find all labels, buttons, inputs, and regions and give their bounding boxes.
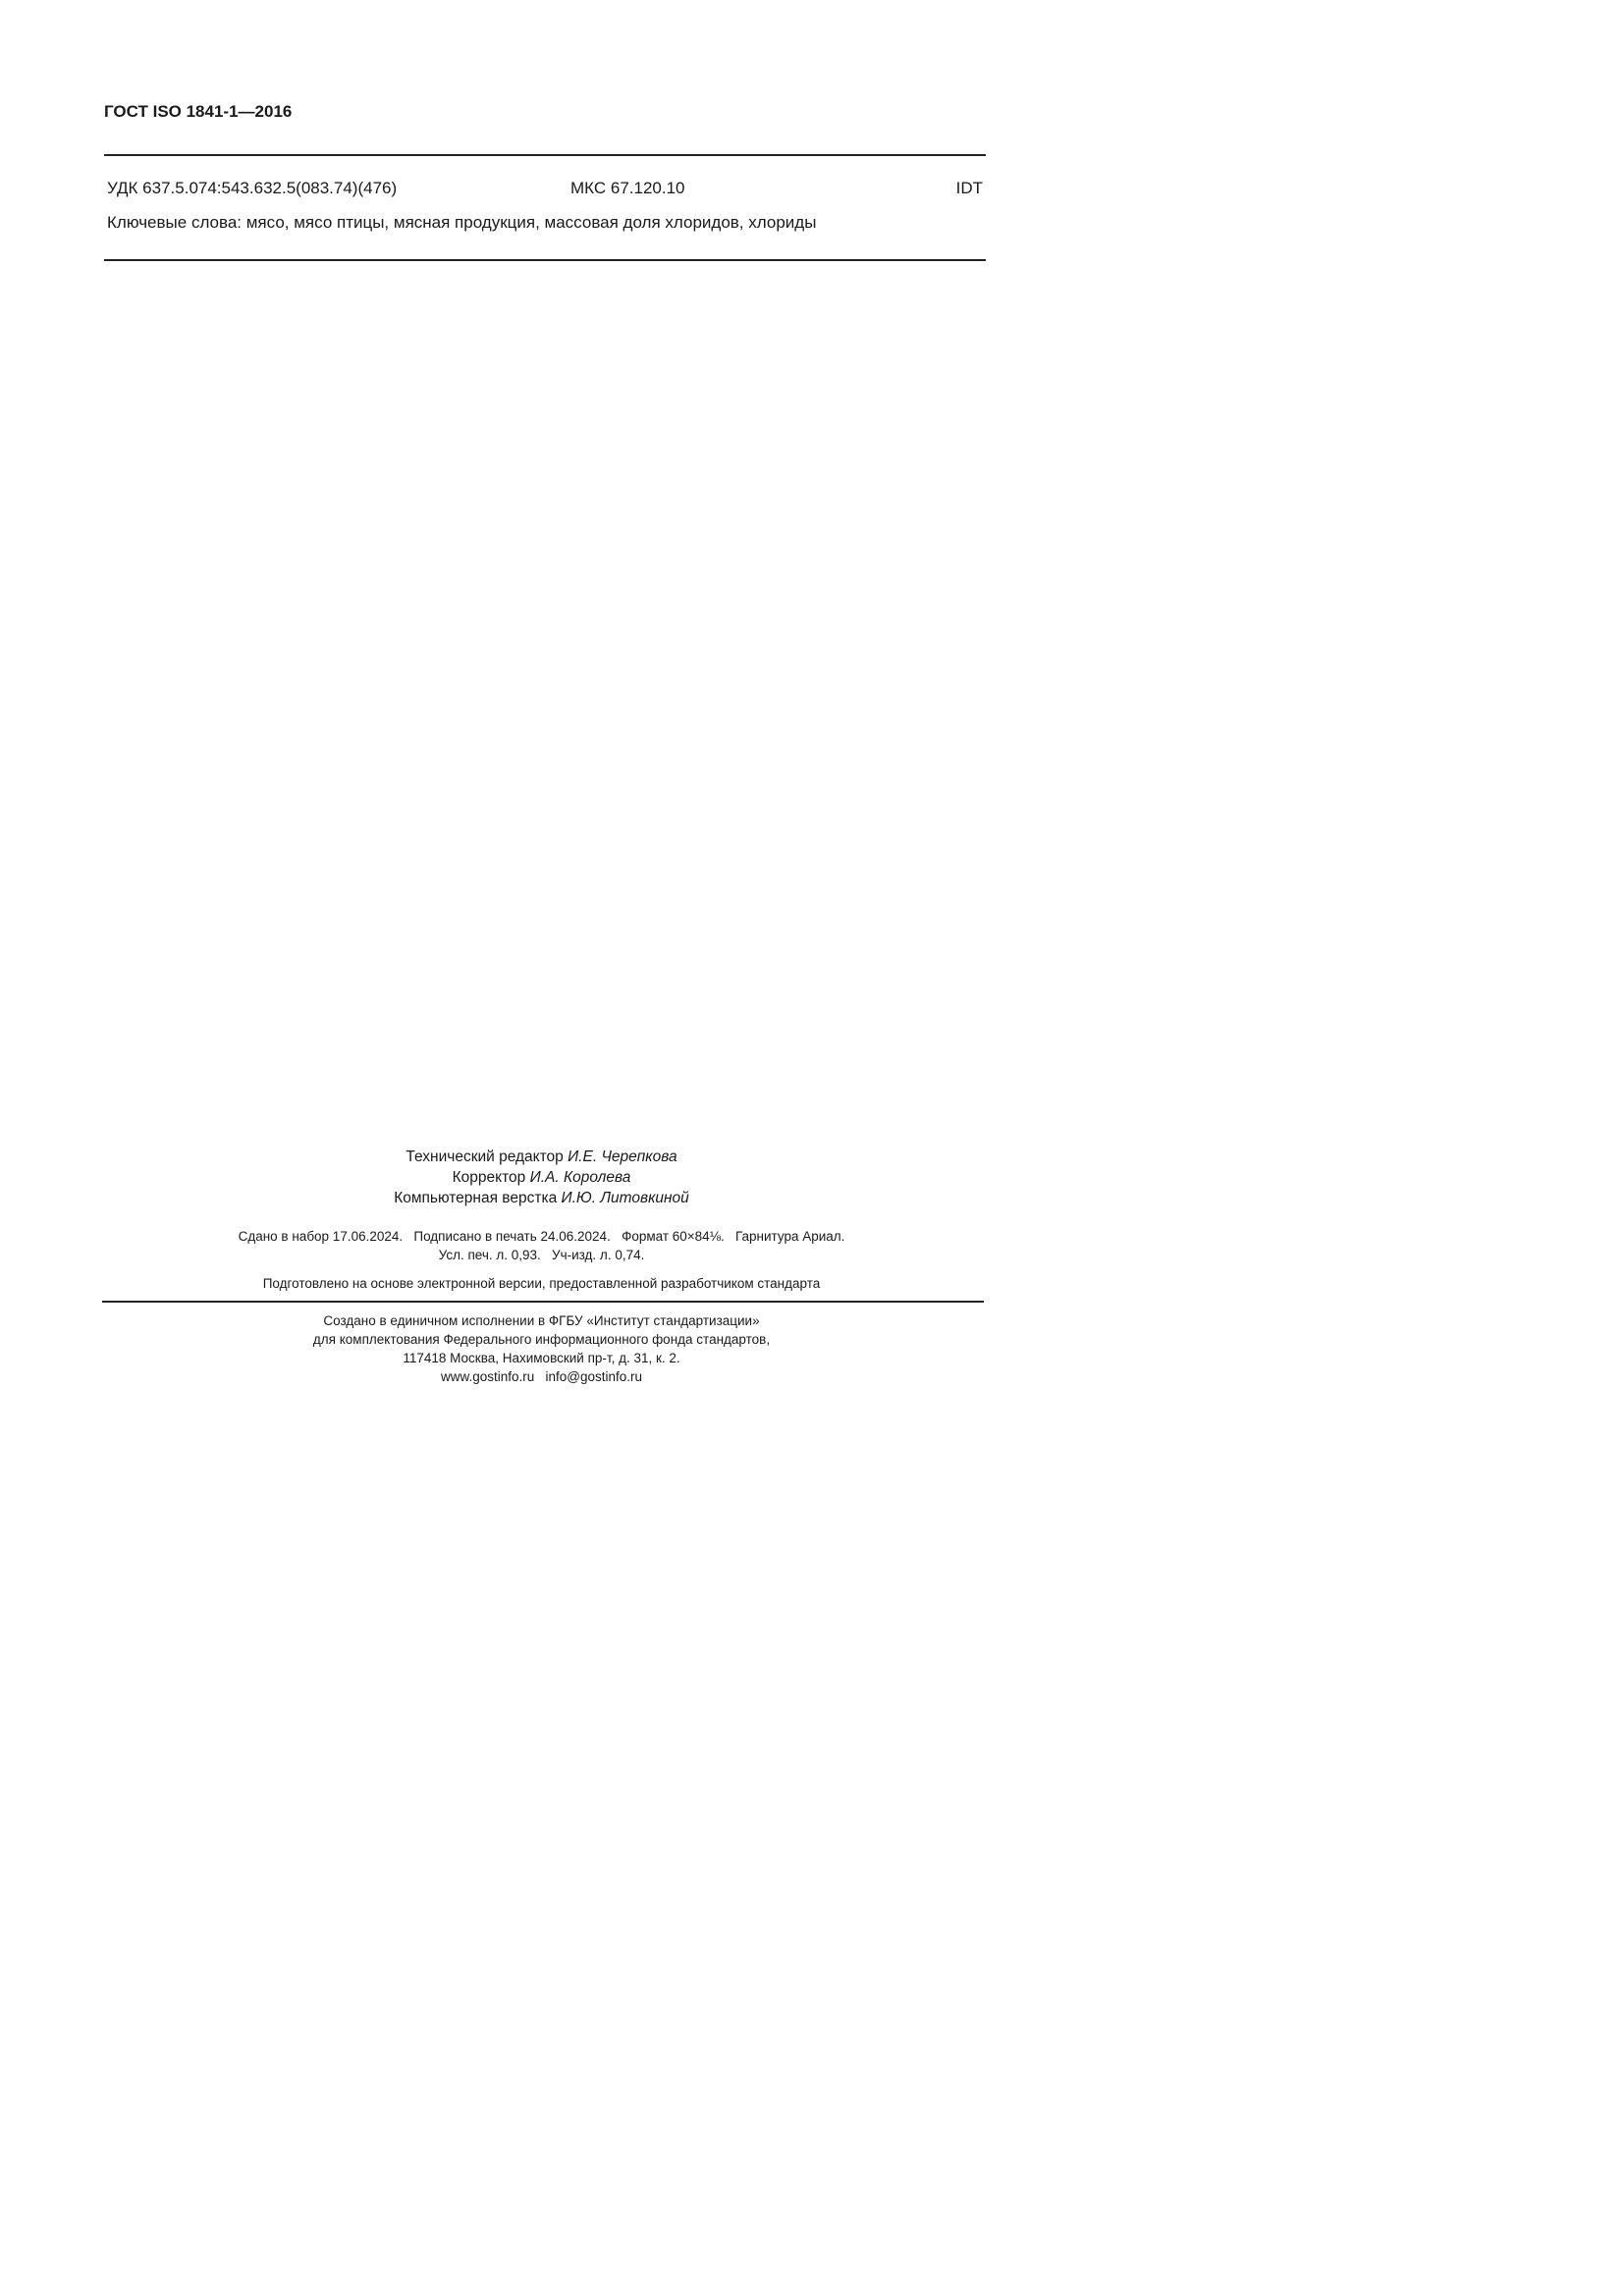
idt-label: IDT xyxy=(955,179,983,197)
corrector-line xyxy=(0,1167,1083,1188)
classification-divider xyxy=(104,259,986,261)
corrector-name: И.А. Королева xyxy=(529,1169,631,1186)
footer-line-2: для комплектования Федерального информационного фонда стандартов, xyxy=(312,1332,771,1347)
top-divider xyxy=(104,154,986,156)
layout-line xyxy=(0,1188,1083,1208)
publication-info xyxy=(0,1227,1083,1264)
mks-code: МКС 67.120.10 xyxy=(570,179,685,197)
prepared-note: Подготовлено на основе электронной версии, предоставленной разработчиком стандарта xyxy=(262,1276,821,1291)
publication-line-1: Сдано в набор 17.06.2024. Подписано в печать 24.06.2024. Формат 60×84⅛. Гарнитура Ариал. xyxy=(238,1229,845,1244)
footer-block xyxy=(0,1311,1083,1386)
footer-line-1: Создано в единичном исполнении в ФГБУ «Институт стандартизации» xyxy=(323,1313,760,1328)
udk-code: УДК 637.5.074:543.632.5(083.74)(476) xyxy=(107,179,398,197)
publication-line-2: Усл. печ. л. 0,93. Уч-изд. л. 0,74. xyxy=(438,1248,645,1262)
tech-editor-role: Технический редактор xyxy=(406,1148,568,1165)
layout-name: И.Ю. Литовкиной xyxy=(561,1190,689,1206)
credits-block xyxy=(0,1147,1083,1208)
corrector-role: Корректор xyxy=(452,1169,530,1186)
layout-role: Компьютерная верстка xyxy=(394,1190,562,1206)
tech-editor-name: И.Е. Черепкова xyxy=(568,1148,677,1165)
footer-divider xyxy=(102,1301,984,1303)
tech-editor-line xyxy=(0,1147,1083,1167)
document-code: ГОСТ ISO 1841-1—2016 xyxy=(104,102,293,121)
footer-line-4: www.gostinfo.ru info@gostinfo.ru xyxy=(440,1369,643,1384)
keywords: Ключевые слова: мясо, мясо птицы, мясная продукция, массовая доля хлоридов, хлориды xyxy=(107,213,817,232)
footer-line-3: 117418 Москва, Нахимовский пр-т, д. 31, к. 2. xyxy=(403,1351,680,1365)
